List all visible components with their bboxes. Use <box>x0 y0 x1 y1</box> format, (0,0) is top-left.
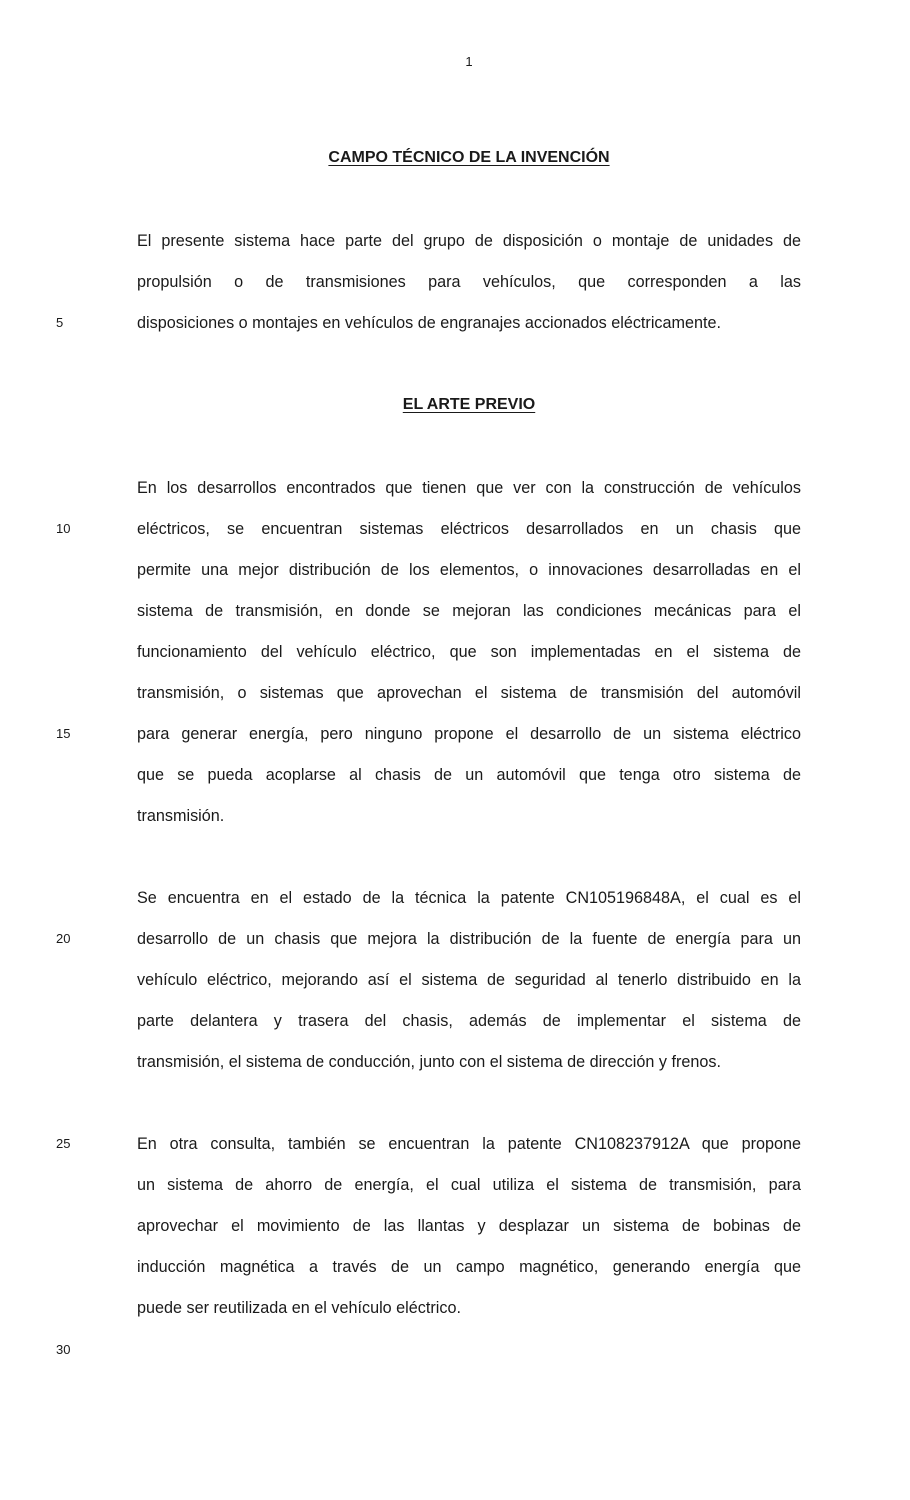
text-line: desarrollo de un chasis que mejora la distribución de la fuente de energía para un <box>137 930 801 948</box>
text-line: inducción magnética a través de un campo magnético, generando energía que <box>137 1258 801 1276</box>
text-line: sistema de transmisión, en donde se mejoran las condiciones mecánicas para el <box>137 602 801 620</box>
text-line: disposiciones o montajes en vehículos de engranajes accionados eléctricamente. <box>137 314 721 332</box>
line-number: 25 <box>56 1136 71 1151</box>
text-line: transmisión, el sistema de conducción, junto con el sistema de dirección y frenos. <box>137 1053 721 1071</box>
text-line: para generar energía, pero ninguno propone el desarrollo de un sistema eléctrico <box>137 725 801 743</box>
text-line: En otra consulta, también se encuentran la patente CN108237912A que propone <box>137 1135 801 1153</box>
line-number: 5 <box>56 315 64 330</box>
paragraph-arte-previo-1 <box>137 478 801 847</box>
paragraph-arte-previo-3 <box>137 1134 801 1339</box>
text-line: transmisión, o sistemas que aprovechan el sistema de transmisión del automóvil <box>137 684 801 702</box>
line-number: 20 <box>56 931 71 946</box>
text-line: El presente sistema hace parte del grupo de disposición o montaje de unidades de <box>137 232 801 250</box>
text-line: puede ser reutilizada en el vehículo eléctrico. <box>137 1299 461 1317</box>
text-line: que se pueda acoplarse al chasis de un automóvil que tenga otro sistema de <box>137 766 801 784</box>
text-line: En los desarrollos encontrados que tienen que ver con la construcción de vehículos <box>137 479 801 497</box>
text-line: parte delantera y trasera del chasis, además de implementar el sistema de <box>137 1012 801 1030</box>
line-number: 10 <box>56 521 71 536</box>
text-line: funcionamiento del vehículo eléctrico, que son implementadas en el sistema de <box>137 643 801 661</box>
paragraph-campo-tecnico <box>137 231 801 354</box>
section-heading-campo-tecnico: CAMPO TÉCNICO DE LA INVENCIÓN <box>328 149 610 166</box>
text-line: eléctricos, se encuentran sistemas eléctricos desarrollados en un chasis que <box>137 520 801 538</box>
section-heading-arte-previo: EL ARTE PREVIO <box>402 396 536 413</box>
line-number: 15 <box>56 726 71 741</box>
text-line: transmisión. <box>137 807 225 825</box>
text-line: permite una mejor distribución de los elementos, o innovaciones desarrolladas en el <box>137 561 801 579</box>
text-line: un sistema de ahorro de energía, el cual utiliza el sistema de transmisión, para <box>137 1176 801 1194</box>
text-line: Se encuentra en el estado de la técnica la patente CN105196848A, el cual es el <box>137 889 801 907</box>
text-line: propulsión o de transmisiones para vehículos, que corresponden a las <box>137 273 801 291</box>
text-line: vehículo eléctrico, mejorando así el sistema de seguridad al tenerlo distribuido en la <box>137 971 801 989</box>
line-number: 30 <box>56 1342 71 1357</box>
page-number: 1 <box>465 54 473 69</box>
paragraph-arte-previo-2 <box>137 888 801 1093</box>
text-line: aprovechar el movimiento de las llantas y desplazar un sistema de bobinas de <box>137 1217 801 1235</box>
